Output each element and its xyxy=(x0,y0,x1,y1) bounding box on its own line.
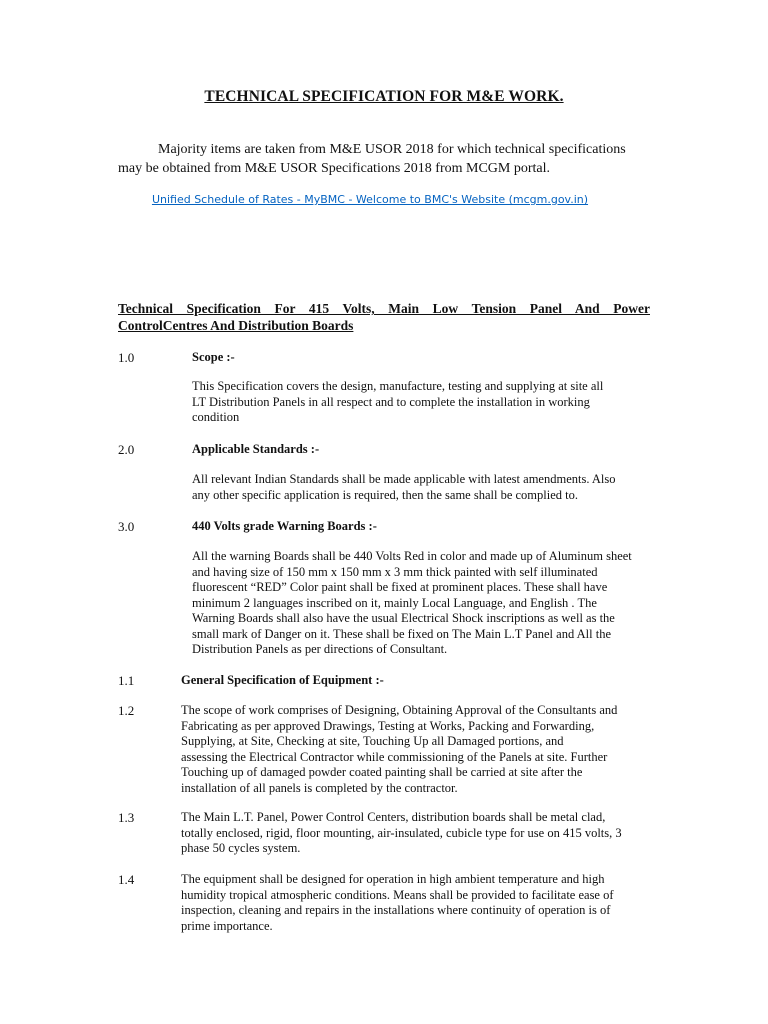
section-label: Scope :- xyxy=(192,350,235,364)
intro-line: may be obtained from M&E USOR Specifications 2018 from MCGM portal. xyxy=(118,161,550,176)
body-line: Warning Boards shall also have the usual Electrical Shock inscriptions as well as the xyxy=(192,611,615,625)
section-heading xyxy=(118,300,650,334)
body-line: fluorescent “RED” Color paint shall be fixed at prominent places. These shall have xyxy=(192,580,608,594)
heading-line: Technical Specification For 415 Volts, Main Low Tension Panel And Power xyxy=(118,301,650,316)
body-line: and having size of 150 mm x 150 mm x 3 mm thick painted with self illuminated xyxy=(192,564,598,579)
body-line: Supplying, at Site, Checking at site, Touching Up all Damaged portions, and xyxy=(181,734,564,748)
section-body xyxy=(192,379,650,426)
intro-paragraph xyxy=(118,140,658,178)
body-line: All relevant Indian Standards shall be made applicable with latest amendments. Also xyxy=(192,472,616,486)
section-body xyxy=(181,703,657,796)
section-number: 1.4 xyxy=(118,872,135,887)
section-body xyxy=(192,549,656,658)
section-number: 1.0 xyxy=(118,350,135,365)
body-line: minimum 2 languages inscribed on it, mainly Local Language, and English . The xyxy=(192,595,597,610)
body-line: condition xyxy=(192,410,240,424)
document-title: TECHNICAL SPECIFICATION FOR M&E WORK. xyxy=(204,88,564,105)
section-number: 1.1 xyxy=(118,673,135,688)
section-number: 1.3 xyxy=(118,810,135,825)
body-line: All the warning Boards shall be 440 Volts Red in color and made up of Aluminum sheet xyxy=(192,549,632,563)
body-line: Fabricating as per approved Drawings, Testing at Works, Packing and Forwarding, xyxy=(181,718,595,733)
section-number: 1.2 xyxy=(118,703,135,718)
body-line: totally enclosed, rigid, floor mounting, air-insulated, cubicle type for use on 415 volts, 3 xyxy=(181,825,622,840)
body-line: inspection, cleaning and repairs in the installations where continuity of operation is of xyxy=(181,903,611,917)
usor-link[interactable]: Unified Schedule of Rates - MyBMC - Welcome to BMC's Website (mcgm.gov.in) xyxy=(151,193,589,206)
body-line: Touching up of damaged powder coated painting shall be carried at site after the xyxy=(181,765,583,779)
body-line: The Main L.T. Panel, Power Control Centers, distribution boards shall be metal clad, xyxy=(181,810,606,824)
section-label: General Specification of Equipment :- xyxy=(181,673,384,687)
section-label: 440 Volts grade Warning Boards :- xyxy=(192,519,377,533)
body-line: The equipment shall be designed for operation in high ambient temperature and high xyxy=(181,872,605,886)
section-body xyxy=(181,810,657,857)
body-line: small mark of Danger on it. These shall be fixed on The Main L.T Panel and All the xyxy=(192,626,612,641)
body-line: The scope of work comprises of Designing, Obtaining Approval of the Consultants and xyxy=(181,703,618,717)
section-number: 3.0 xyxy=(118,519,135,534)
intro-line: Majority items are taken from M&E USOR 2018 for which technical specifications xyxy=(158,142,626,157)
body-line: any other specific application is required, then the same shall be complied to. xyxy=(192,487,578,502)
body-line: This Specification covers the design, manufacture, testing and supplying at site all xyxy=(192,379,604,393)
body-line: humidity tropical atmospheric conditions. Means shall be provided to facilitate ease of xyxy=(181,887,614,902)
section-number: 2.0 xyxy=(118,442,135,457)
body-line: LT Distribution Panels in all respect and to complete the installation in working xyxy=(192,394,590,409)
body-line: phase 50 cycles system. xyxy=(181,841,301,855)
body-line: assessing the Electrical Contractor while commissioning of the Panels at site. Further xyxy=(181,749,608,764)
section-body xyxy=(192,472,650,503)
heading-line: ControlCentres And Distribution Boards xyxy=(118,318,354,333)
body-line: prime importance. xyxy=(181,918,273,933)
section-label: Applicable Standards :- xyxy=(192,442,320,456)
body-line: installation of all panels is completed by the contractor. xyxy=(181,780,458,795)
section-body xyxy=(181,872,657,934)
body-line: Distribution Panels as per directions of Consultant. xyxy=(192,642,448,656)
